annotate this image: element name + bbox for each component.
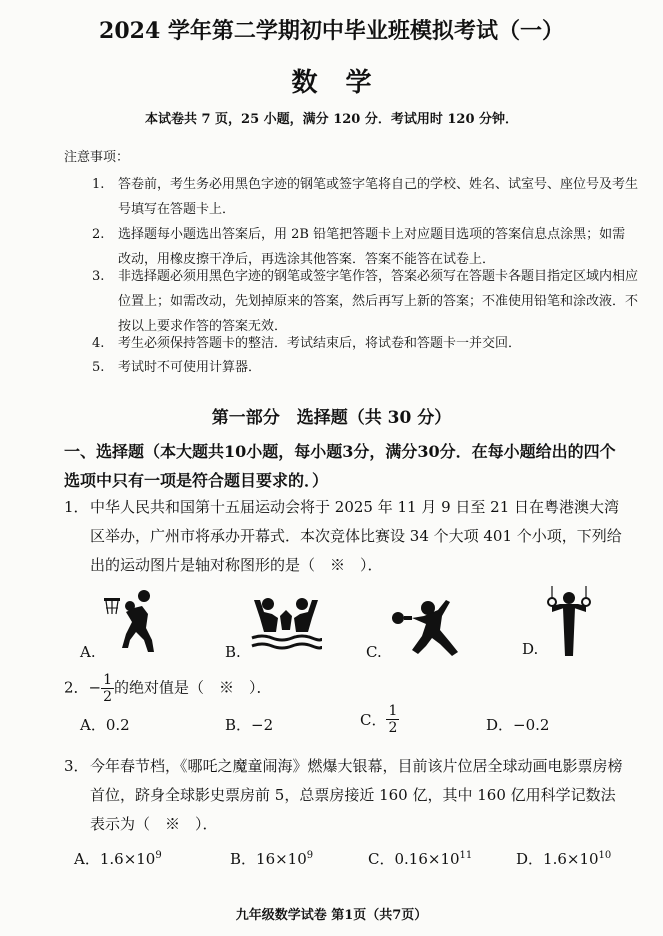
negative-sign: − [88,678,102,697]
water-polo-icon [250,596,322,656]
fraction [386,703,399,736]
note-number: 3. [92,269,105,284]
note-number: 1. [92,177,105,192]
option-d-exponent: 10 [598,850,612,861]
option-c [368,848,472,869]
question-text: 中华人民共和国第十五届运动会将于 2025 年 11 月 9 日至 21 日在粤港澳大湾区举办，广州市将承办开幕式．本次竞体比赛设 34 个大项 401 个小项，下列给出的运动图片是轴对称图形的是（ ※ ）． [90,498,622,574]
option-c-label: C. [366,643,382,661]
option-a [74,848,162,869]
option-b-exponent: 9 [306,850,314,861]
option-a-label: A. [80,643,96,661]
option-a-base: A．1.6×10 [74,850,156,868]
note-text: 答卷前，考生务必用黑色字迹的钢笔或签字笔将自己的学校、姓名、试室号、座位号及考生号填写在答题卡上． [118,177,639,217]
option-d-base: D．1.6×10 [516,850,599,868]
note-text: 选择题每小题选出答案后，用 2B 铅笔把答题卡上对应题目选项的答案信息点涂黑；如需改动，用橡皮擦干净后，再选涂其他答案．答案不能答在试卷上． [118,227,626,267]
option-d-label: D. [522,640,539,658]
question-number: 3． [64,757,89,775]
note-text: 考试时不可使用计算器． [118,360,262,375]
fraction-numerator: 1 [388,703,398,719]
fraction-numerator: 1 [103,672,113,688]
basketball-player-icon [100,588,166,658]
exam-title: 2024 学年第二学期初中毕业班模拟考试（一） [99,18,564,44]
option-b: B．−2 [225,716,274,734]
fraction [101,672,114,705]
subject-title: 数学 [291,68,400,98]
notes-heading: 注意事项： [64,150,130,165]
option-a: A．0.2 [80,716,130,734]
exam-info: 本试卷共 7 页，25 小题，满分 120 分．考试用时 120 分钟． [144,112,519,127]
note-text: 考生必须保持答题卡的整洁．考试结束后，将试卷和答题卡一并交回． [118,336,522,351]
option-c-label: C． [360,711,387,729]
option-d [516,848,611,869]
option-a-exponent: 9 [155,850,162,861]
page-footer: 九年级数学试卷 第1页（共7页） [235,908,428,923]
fraction-denominator: 2 [103,689,113,705]
note-number: 4. [92,336,105,351]
fraction-denominator: 2 [388,720,398,736]
question-text: 今年春节档，《哪吒之魔童闹海》燃爆大银幕，目前该片位居全球动画电影票房榜首位，跻身全球影史票房前 5，总票房接近 160 亿，其中 160 亿用科学记数法表示为（ ※ ）． [90,757,623,833]
option-c-base: C．0.16×10 [368,850,460,868]
question-number: 2． [64,678,89,697]
option-b [230,848,313,869]
option-b-label: B. [225,643,241,661]
note-text: 非选择题必须用黑色字迹的钢笔或签字笔作答，答案必须写在答题卡各题目指定区域内相应位置上；如需改动，先划掉原来的答案，然后再写上新的答案；不准使用铅笔和涂改液．不按以上要求作答的答案无效． [118,269,639,334]
option-c [360,703,399,736]
table-tennis-icon [388,596,464,658]
option-c-exponent: 11 [459,850,473,861]
section-instructions: 一、选择题（本大题共10小题，每小题3分，满分30分．在每小题给出的四个选项中只有一项是符合题目要求的．） [64,442,616,490]
option-d: D．−0.2 [486,716,550,734]
option-b-base: B．16×10 [230,850,307,868]
part-one-title: 第一部分 选择题（共 30 分） [211,408,452,428]
gymnastics-rings-icon [544,584,594,660]
note-number: 5. [92,360,105,375]
question-text: 的绝对值是（ ※ ）． [114,678,272,697]
question-number: 1． [64,498,89,516]
note-number: 2. [92,227,105,242]
question-2 [64,672,272,705]
